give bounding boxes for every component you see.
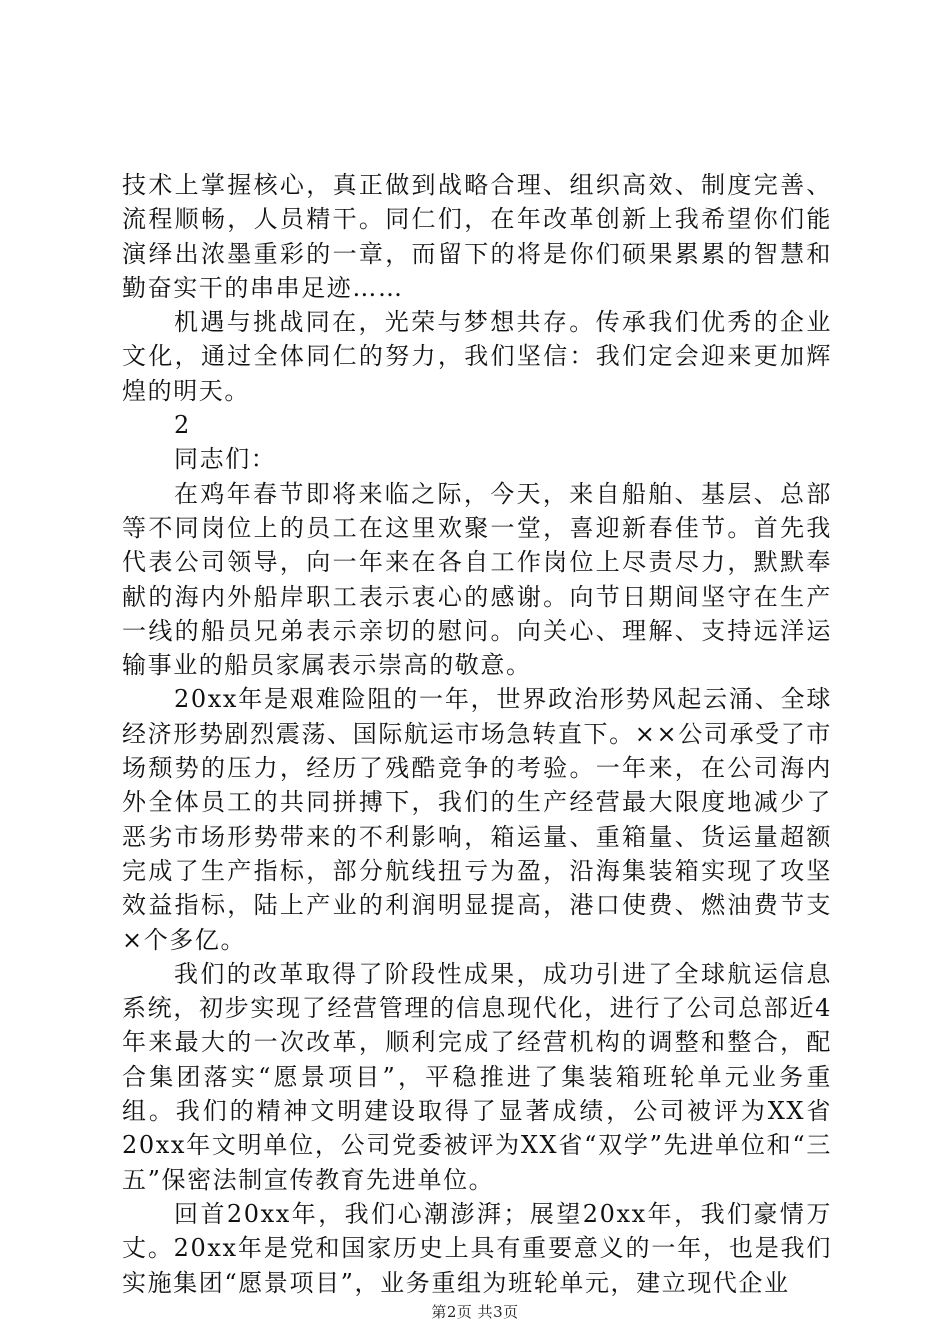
section-number: 2 bbox=[174, 411, 191, 440]
paragraph-5: 在鸡年春节即将来临之际，今天，来自船舶、基层、总部等不同岗位上的员工在这里欢聚一堂，喜迎新春佳节。首先我代表公司领导，向一年来在各自工作岗位上尽责尽力，默默奉献的海内外船岸职工表示衷心的感谢。向节日期间坚守在生产一线的船员兄弟表示亲切的慰问。向关心、理解、支持远洋运输事业的船员家属表示崇高的敬意。 bbox=[122, 479, 832, 680]
document-body bbox=[122, 168, 832, 1300]
paragraph-2: 机遇与挑战同在，光荣与梦想共存。传承我们优秀的企业文化，通过全体同仁的努力，我们坚信：我们定会迎来更加辉煌的明天。 bbox=[122, 308, 832, 405]
paragraph-6: 20xx年是艰难险阻的一年，世界政治形势风起云涌、全球经济形势剧烈震荡、国际航运市场急转直下。××公司承受了市场颓势的压力，经历了残酷竞争的考验。一年来，在公司海内外全体员工的共同拼搏下，我们的生产经营最大限度地减少了恶劣市场形势带来的不利影响，箱运量、重箱量、货运量超额完成了生产指标，部分航线扭亏为盈，沿海集装箱实现了攻坚效益指标，陆上产业的利润明显提高，港口使费、燃油费节支×个多亿。 bbox=[122, 685, 832, 954]
paragraph-7: 我们的改革取得了阶段性成果，成功引进了全球航运信息系统，初步实现了经营管理的信息现代化，进行了公司总部近4年来最大的一次改革，顺利完成了经营机构的调整和整合，配合集团落实“愿景项目”，平稳推进了集装箱班轮单元业务重组。我们的精神文明建设取得了显著成绩，公司被评为XX省20xx年文明单位，公司党委被评为XX省“双学”先进单位和“三五”保密法制宣传教育先进单位。 bbox=[122, 959, 832, 1194]
paragraph-8: 回首20xx年，我们心潮澎湃；展望20xx年，我们豪情万丈。20xx年是党和国家历史上具有重要意义的一年，也是我们实施集团“愿景项目”，业务重组为班轮单元，建立现代企业 bbox=[122, 1199, 832, 1297]
salutation: 同志们： bbox=[174, 445, 277, 474]
page-footer bbox=[0, 1301, 950, 1322]
paragraph-1: 技术上掌握核心，真正做到战略合理、组织高效、制度完善、流程顺畅，人员精干。同仁们，在年改革创新上我希望你们能演绎出浓墨重彩的一章，而留下的将是你们硕果累累的智慧和勤奋实干的串串足迹…… bbox=[122, 171, 832, 302]
page-number-indicator: 第2页 共3页 bbox=[431, 1303, 519, 1321]
